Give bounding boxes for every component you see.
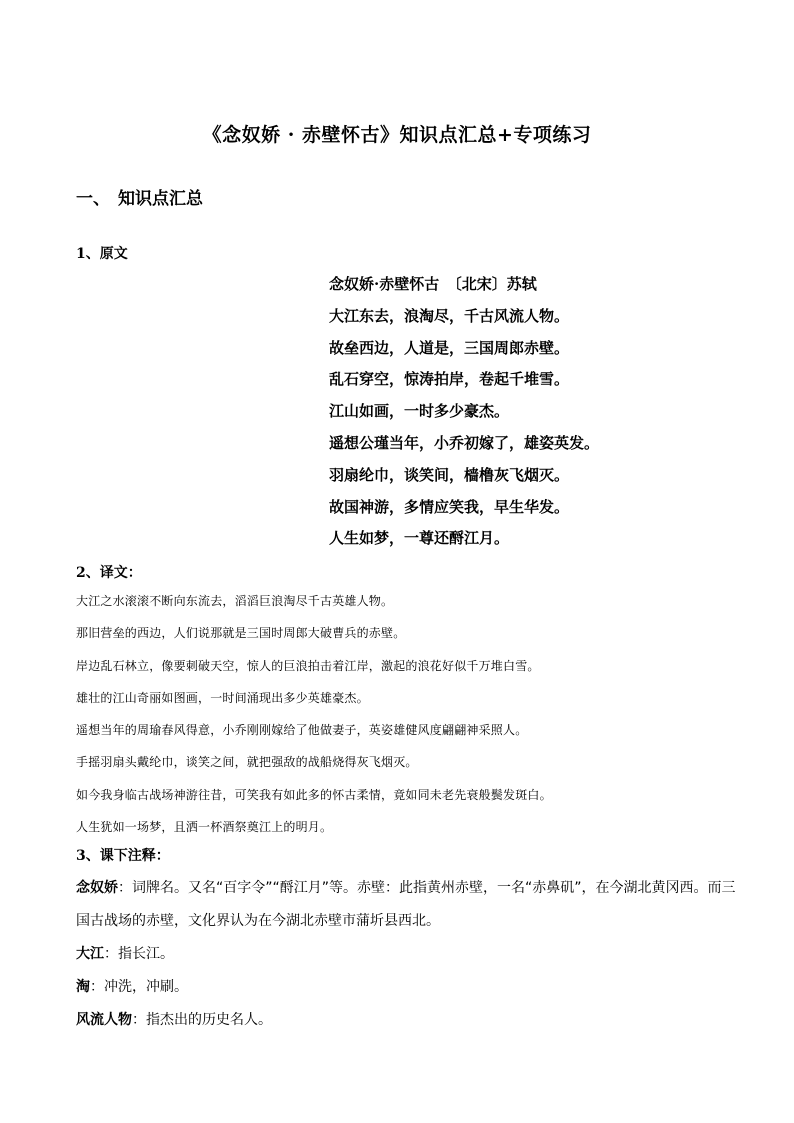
- poem-line: 大江东去，浪淘尽，千古风流人物。: [329, 306, 570, 325]
- poem-line: 故垒西边，人道是，三国周郎赤壁。: [329, 338, 570, 357]
- annotations-heading: 3、课下注释：: [76, 848, 170, 864]
- annotation-item: [76, 938, 736, 971]
- annotation-text: ：指杰出的历史名人。: [132, 1012, 272, 1028]
- section-number: 一、: [76, 189, 110, 209]
- document-title: 《念奴娇 · 赤壁怀古》知识点汇总+专项练习: [202, 124, 592, 146]
- translation-line: 如今我身临古战场神游往昔，可笑我有如此多的怀古柔情，竟如同未老先衰般鬓发斑白。: [76, 787, 552, 802]
- poem-line: 人生如梦，一尊还酹江月。: [329, 529, 510, 548]
- annotation-item: [76, 1004, 736, 1037]
- poem-line: 遥想公瑾当年，小乔初嫁了，雄姿英发。: [329, 433, 600, 452]
- poem-line: 故国神游，多情应笑我，早生华发。: [329, 497, 570, 516]
- translation-line: 人生犹如一场梦，且洒一杯酒祭奠江上的明月。: [76, 820, 333, 835]
- translation-line: 大江之水滚滚不断向东流去，滔滔巨浪淘尽千古英雄人物。: [76, 594, 394, 608]
- annotation-term: 淘: [76, 979, 90, 995]
- translation-line: 岸边乱石林立，像要刺破天空，惊人的巨浪拍击着江岸，激起的浪花好似千万堆白雪。: [76, 658, 540, 673]
- translation-line: 手摇羽扇头戴纶巾，谈笑之间，就把强敌的战船烧得灰飞烟灭。: [76, 755, 418, 770]
- annotation-item: [76, 971, 736, 1004]
- poem-line: 乱石穿空，惊涛拍岸，卷起千堆雪。: [329, 370, 570, 389]
- annotation-text: ：指长江。: [104, 946, 174, 962]
- translation-line: 雄壮的江山奇丽如图画，一时间涌现出多少英雄豪杰。: [76, 690, 369, 705]
- section-heading-knowledge-summary: [76, 184, 203, 209]
- poem-line: 江山如画，一时多少豪杰。: [329, 402, 510, 421]
- translation-line: 那旧营垒的西边，人们说那就是三国时周郎大破曹兵的赤壁。: [76, 626, 406, 641]
- poem-line: 羽扇纶巾，谈笑间，樯橹灰飞烟灭。: [329, 465, 570, 484]
- annotations-list: [76, 872, 736, 1037]
- annotation-text: ：词牌名。又名“百字令”“酹江月”等。赤壁：此指黄州赤壁，一名“赤鼻矶”，在今湖北黄冈西。而三国古战场的赤壁，文化界认为在今湖北赤壁市蒲圻县西北。: [76, 880, 736, 929]
- annotation-text: ：冲洗，冲刷。: [90, 979, 188, 995]
- annotation-item: [76, 872, 736, 938]
- annotation-term: 念奴娇: [76, 880, 118, 896]
- annotation-term: 风流人物: [76, 1012, 132, 1028]
- translation-line: 遥想当年的周瑜春风得意，小乔刚刚嫁给了他做妻子，英姿雄健风度翩翩神采照人。: [76, 723, 528, 738]
- poem-original-text: [329, 269, 749, 555]
- annotation-term: 大江: [76, 946, 104, 962]
- translation-text: [76, 587, 736, 845]
- section-title: 知识点汇总: [118, 189, 203, 209]
- poem-title-line: 念奴娇·赤壁怀古 〔北宋〕苏轼: [329, 275, 537, 293]
- original-text-heading: 1、原文: [76, 246, 128, 262]
- translation-heading: 2、译文：: [76, 565, 142, 581]
